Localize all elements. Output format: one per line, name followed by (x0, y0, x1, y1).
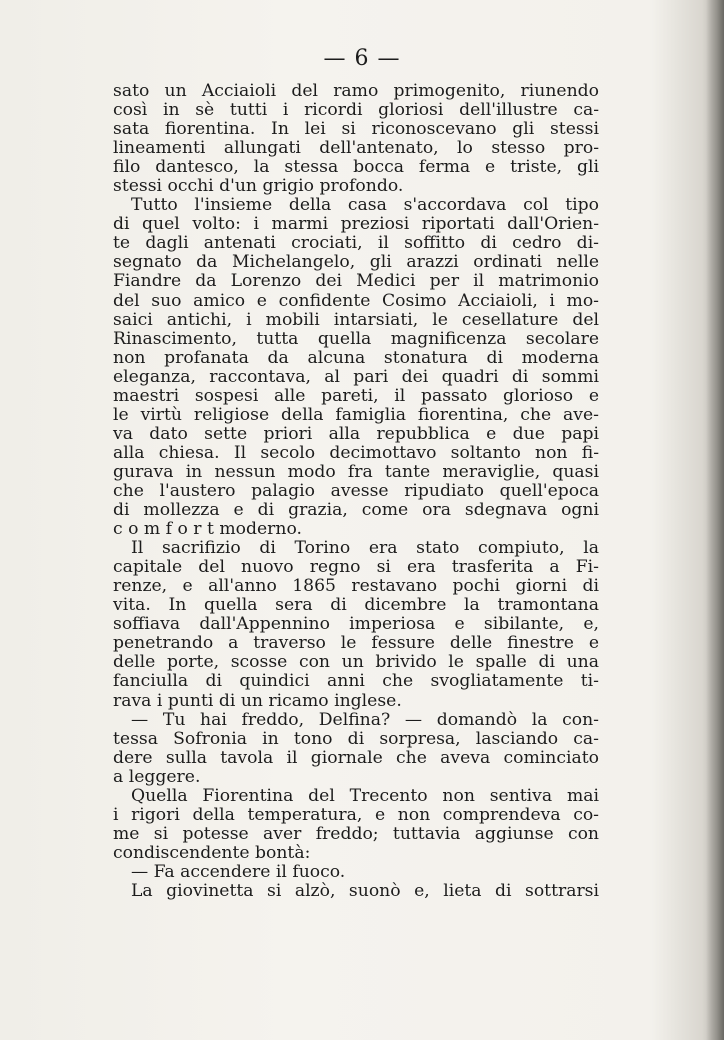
text-line: Rinascimento, tutta quella magnificenza secolare (113, 328, 599, 349)
page-edge-shadow (706, 0, 724, 1040)
text-line: capitale del nuovo regno si era trasferita a Fi- (113, 557, 599, 578)
text-line: te dagli antenati crociati, il soffitto di cedro di- (113, 233, 599, 254)
text-line: renze, e all'anno 1865 restavano pochi giorni di (113, 576, 599, 597)
page-number: — 6 — (323, 46, 401, 71)
text-line: dere sulla tavola il giornale che aveva cominciato (113, 747, 599, 768)
text-line: non profanata da alcuna stonatura di moderna (113, 347, 599, 368)
text-line: del suo amico e confidente Cosimo Acciaioli, i mo- (113, 290, 599, 311)
text-line: — Fa accendere il fuoco. (131, 861, 346, 882)
text-line: tessa Sofronia in tono di sorpresa, lasciando ca- (113, 728, 599, 749)
text-line: delle porte, scosse con un brivido le spalle di una (113, 652, 599, 673)
text-line: sata fiorentina. In lei si riconoscevano gli stessi (113, 119, 599, 140)
text-line: eleganza, raccontava, al pari dei quadri di sommi (113, 366, 599, 387)
text-line: di mollezza e di grazia, come ora sdegnava ogni (113, 500, 599, 521)
text-line: soffiava dall'Appennino imperiosa e sibilante, e, (113, 614, 599, 635)
body-text (113, 82, 599, 901)
text-line: La giovinetta si alzò, suonò e, lieta di sottrarsi (131, 880, 599, 901)
text-line: — Tu hai freddo, Delfina? — domandò la con- (131, 709, 599, 730)
text-line: c o m f o r t moderno. (113, 519, 302, 540)
text-line: maestri sospesi alle pareti, il passato glorioso e (113, 385, 599, 406)
text-line: fanciulla di quindici anni che svogliatamente ti- (113, 671, 599, 692)
text-line: le virtù religiose della famiglia fiorentina, che ave- (113, 404, 599, 425)
text-line: lineamenti allungati dell'antenato, lo stesso pro- (113, 138, 599, 159)
text-line: i rigori della temperatura, e non comprendeva co- (113, 804, 599, 825)
text-line: penetrando a traverso le fessure delle finestre e (113, 633, 599, 654)
text-line: di quel volto: i marmi preziosi riportati dall'Orien- (113, 214, 599, 235)
text-line: Tutto l'insieme della casa s'accordava col tipo (131, 195, 599, 216)
text-line: me si potesse aver freddo; tuttavia aggiunse con (113, 823, 599, 844)
text-line: gurava in nessun modo fra tante meraviglie, quasi (113, 461, 599, 482)
text-line: vita. In quella sera di dicembre la tramontana (113, 595, 599, 616)
text-line: stessi occhi d'un grigio profondo. (113, 176, 404, 197)
text-line: condiscendente bontà: (113, 842, 311, 863)
text-line: così in sè tutti i ricordi gloriosi dell'illustre ca- (113, 100, 599, 121)
text-line: Il sacrifizio di Torino era stato compiuto, la (131, 538, 599, 559)
text-line: filo dantesco, la stessa bocca ferma e triste, gli (113, 157, 599, 178)
text-line: rava i punti di un ricamo inglese. (113, 690, 402, 711)
text-line: segnato da Michelangelo, gli arazzi ordinati nelle (113, 252, 599, 273)
text-line: alla chiesa. Il secolo decimottavo soltanto non fi- (113, 442, 599, 463)
text-line: va dato sette priori alla repubblica e due papi (113, 423, 599, 444)
text-line: Fiandre da Lorenzo dei Medici per il matrimonio (113, 271, 599, 292)
text-line: Quella Fiorentina del Trecento non sentiva mai (131, 785, 599, 806)
text-line: saici antichi, i mobili intarsiati, le cesellature del (113, 309, 599, 330)
text-line: che l'austero palagio avesse ripudiato quell'epoca (113, 480, 599, 501)
text-line: sato un Acciaioli del ramo primogenito, riunendo (113, 81, 599, 101)
text-line: a leggere. (113, 766, 201, 787)
